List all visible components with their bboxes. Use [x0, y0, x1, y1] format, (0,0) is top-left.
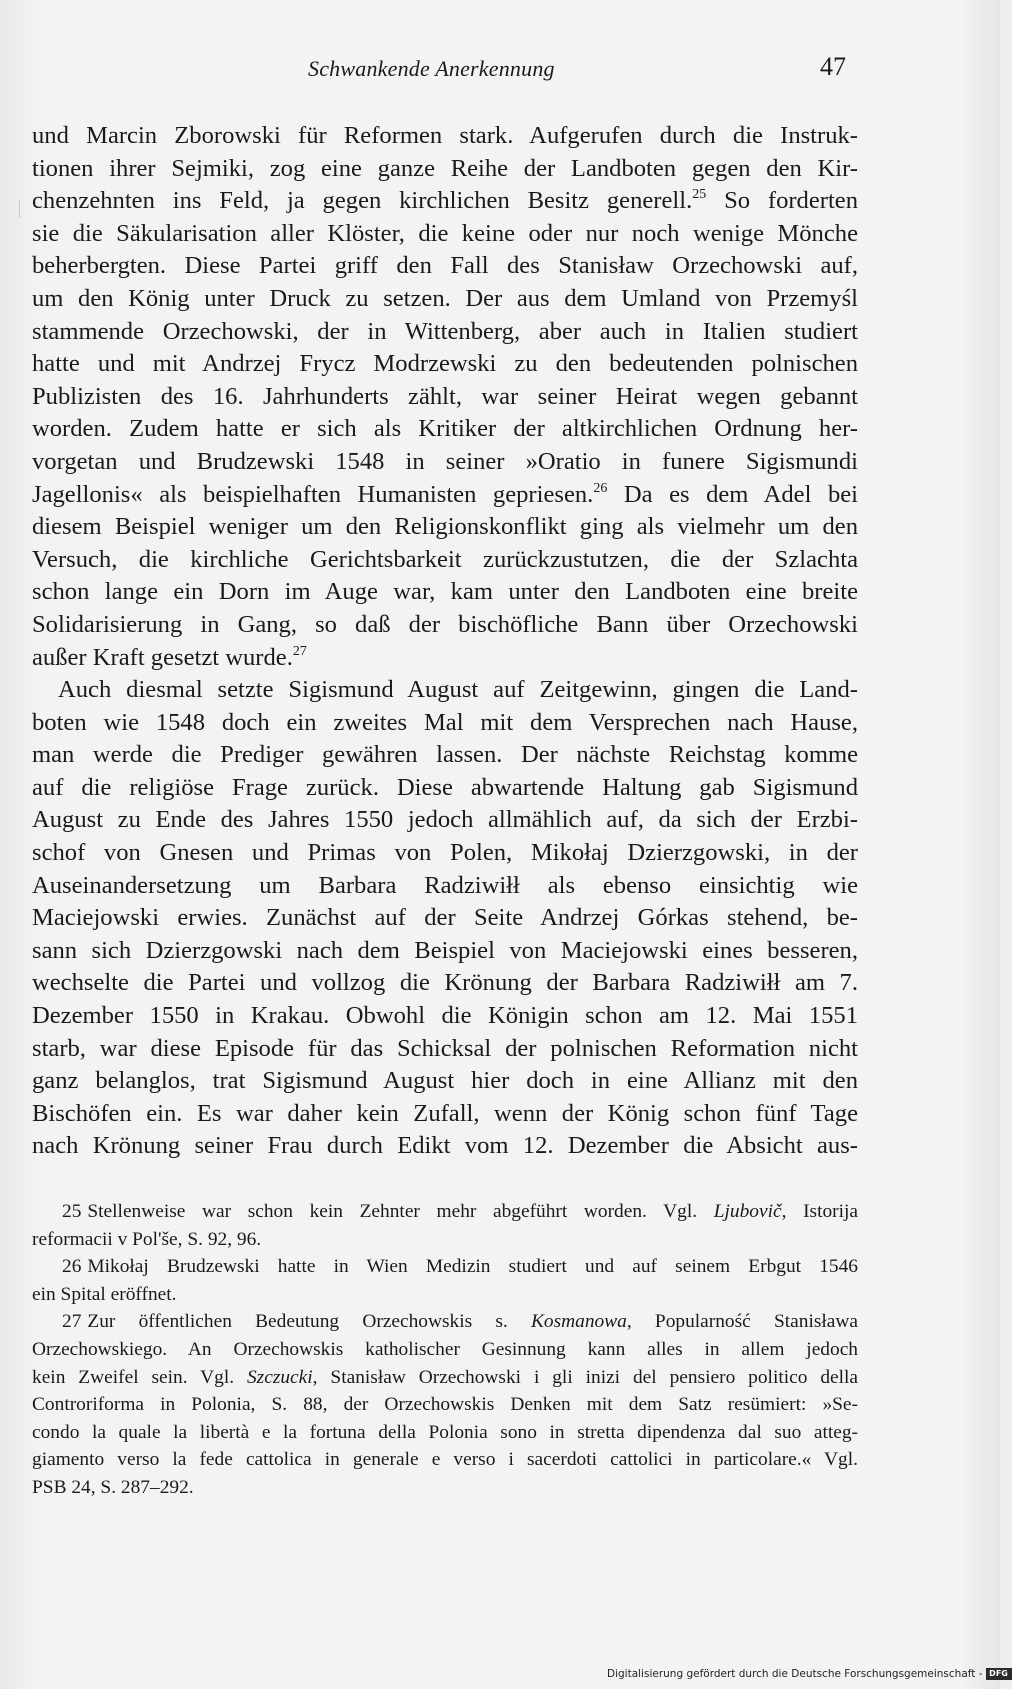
text-line: Bischöfen ein. Es war daher kein Zufall, wenn der König schon fünf Tage [32, 1099, 858, 1127]
text-line: Auch diesmal setzte Sigismund August auf Zeitgewinn, gingen die Land- [58, 676, 858, 704]
text-line: Jagellonis« als beispielhaften Humanisten gepriesen.$^{26}$ Da es dem Adel bei [32, 480, 859, 508]
page-number: 47 [820, 52, 846, 81]
text-line: August zu Ende des Jahres 1550 jedoch allmählich auf, da sich der Erzbi- [32, 806, 858, 834]
text-line: Maciejowski erwies. Zunächst auf der Seite Andrzej Górkas stehend, be- [32, 904, 858, 932]
credit-text: Digitalisierung gefördert durch die Deutsche Forschungsgemeinschaft - [607, 1668, 983, 1680]
text-line: tionen ihrer Sejmiki, zog eine ganze Reihe der Landboten gegen den Kir- [32, 154, 858, 182]
footnote-27-cont: kein Zweifel sein. Vgl. Szczucki, Stanisław Orzechowski i gli inizi del pensiero politico della [32, 1366, 858, 1388]
text-line: sie die Säkularisation aller Klöster, die keine oder nur noch wenige Mönche [32, 219, 858, 247]
running-title: Schwankende Anerkennung [308, 56, 555, 81]
footnote-25-cont: reformacii v Pol'še, S. 92, 96. [32, 1228, 262, 1250]
footnote-27-cont: condo la quale la libertà e la fortuna della Polonia sono in stretta dipendenza dal suo atteg- [32, 1421, 858, 1443]
text-line: und Marcin Zborowski für Reformen stark. Aufgerufen durch die Instruk- [32, 122, 858, 149]
digitization-credit [607, 1668, 1012, 1680]
text-line: vorgetan und Brudzewski 1548 in seiner »Oratio in funere Sigismundi [32, 447, 858, 475]
text-line: Publizisten des 16. Jahrhunderts zählt, war seiner Heirat wegen gebannt [32, 382, 858, 410]
text-line: ganz belanglos, trat Sigismund August hier doch in eine Allianz mit den [32, 1067, 858, 1095]
body-text [32, 120, 858, 1163]
text-line: worden. Zudem hatte er sich als Kritiker der altkirchlichen Ordnung her- [32, 415, 858, 443]
footnote-26-cont: ein Spital eröffnet. [32, 1283, 177, 1305]
text-line: Solidarisierung in Gang, so daß der bischöfliche Bann über Orzechowski [32, 610, 858, 638]
text-line: boten wie 1548 doch ein zweites Mal mit dem Versprechen nach Hause, [32, 708, 858, 736]
text-line: Dezember 1550 in Krakau. Obwohl die Königin schon am 12. Mai 1551 [32, 1002, 858, 1030]
text-line: sann sich Dzierzgowski nach dem Beispiel von Maciejowski eines besseren, [32, 936, 858, 964]
footnote-27-cont: Orzechowskiego. An Orzechowskis katholischer Gesinnung kann alles in allem jedoch [32, 1338, 858, 1360]
footnote-25: 25 Stellenweise war schon kein Zehnter mehr abgeführt worden. Vgl. Ljubovič, Istorija [62, 1201, 858, 1222]
text-line: schof von Gnesen und Primas von Polen, Mikołaj Dzierzgowski, in der [32, 839, 858, 867]
text-line: man werde die Prediger gewähren lassen. Der nächste Reichstag komme [32, 741, 858, 769]
text-line: außer Kraft gesetzt wurde.$^{27}$ [32, 643, 307, 671]
text-line: chenzehnten ins Feld, ja gegen kirchlichen Besitz generell.$^{25}$ So forderten [32, 187, 859, 215]
footnote-27: 27 Zur öffentlichen Bedeutung Orzechowskis s. Kosmanowa, Popularność Stanisława [62, 1311, 858, 1333]
text-line: Auseinandersetzung um Barbara Radziwiłł als ebenso einsichtig wie [32, 871, 858, 899]
footnote-number: 25 [62, 1201, 82, 1222]
footnote-number: 27 [62, 1311, 82, 1333]
text-line: auf die religiöse Frage zurück. Diese abwartende Haltung gab Sigismund [32, 773, 858, 801]
footnote-ref-27[interactable]: 27 [292, 643, 307, 659]
dfg-logo-icon: DFG [986, 1668, 1012, 1680]
footnote-27-cont: PSB 24, S. 287–292. [32, 1476, 194, 1498]
text-line: hatte und mit Andrzej Frycz Modrzewski zu den bedeutenden polnischen [32, 350, 858, 378]
text-line: um den König unter Druck zu setzen. Der aus dem Umland von Przemyśl [32, 284, 858, 312]
footnote-number: 26 [62, 1256, 82, 1278]
text-line: schon lange ein Dorn im Auge war, kam unter den Landboten eine breite [32, 578, 858, 606]
footnote-ref-26[interactable]: 26 [593, 480, 608, 496]
footnote-26: 26 Mikołaj Brudzewski hatte in Wien Medizin studiert und auf seinem Erbgut 1546 [62, 1256, 858, 1278]
text-line: beherbergten. Diese Partei griff den Fall des Stanisław Orzechowski auf, [32, 252, 858, 280]
text-line: nach Krönung seiner Frau durch Edikt vom 12. Dezember die Absicht aus- [32, 1132, 858, 1160]
text-line: starb, war diese Episode für das Schicksal der polnischen Reformation nicht [32, 1034, 858, 1062]
text-line: diesem Beispiel weniger um den Religionskonflikt ging als vielmehr um den [32, 513, 858, 541]
text-line: wechselte die Partei und vollzog die Krönung der Barbara Radziwiłł am 7. [32, 969, 858, 997]
text-line: stammende Orzechowski, der in Wittenberg, aber auch in Italien studiert [32, 317, 858, 345]
margin-mark [19, 200, 20, 218]
footnote-27-cont: giamento verso la fede cattolica in generale e verso i sacerdoti cattolici in particolare.« Vgl. [32, 1449, 858, 1471]
footnote-ref-25[interactable]: 25 [692, 187, 707, 203]
footnotes [32, 1198, 858, 1502]
text-line: Versuch, die kirchliche Gerichtsbarkeit zurückzustutzen, die der Szlachta [32, 545, 858, 573]
footnote-27-cont: Controriforma in Polonia, S. 88, der Orzechowskis Denken mit dem Satz resümiert: »Se- [32, 1394, 858, 1416]
